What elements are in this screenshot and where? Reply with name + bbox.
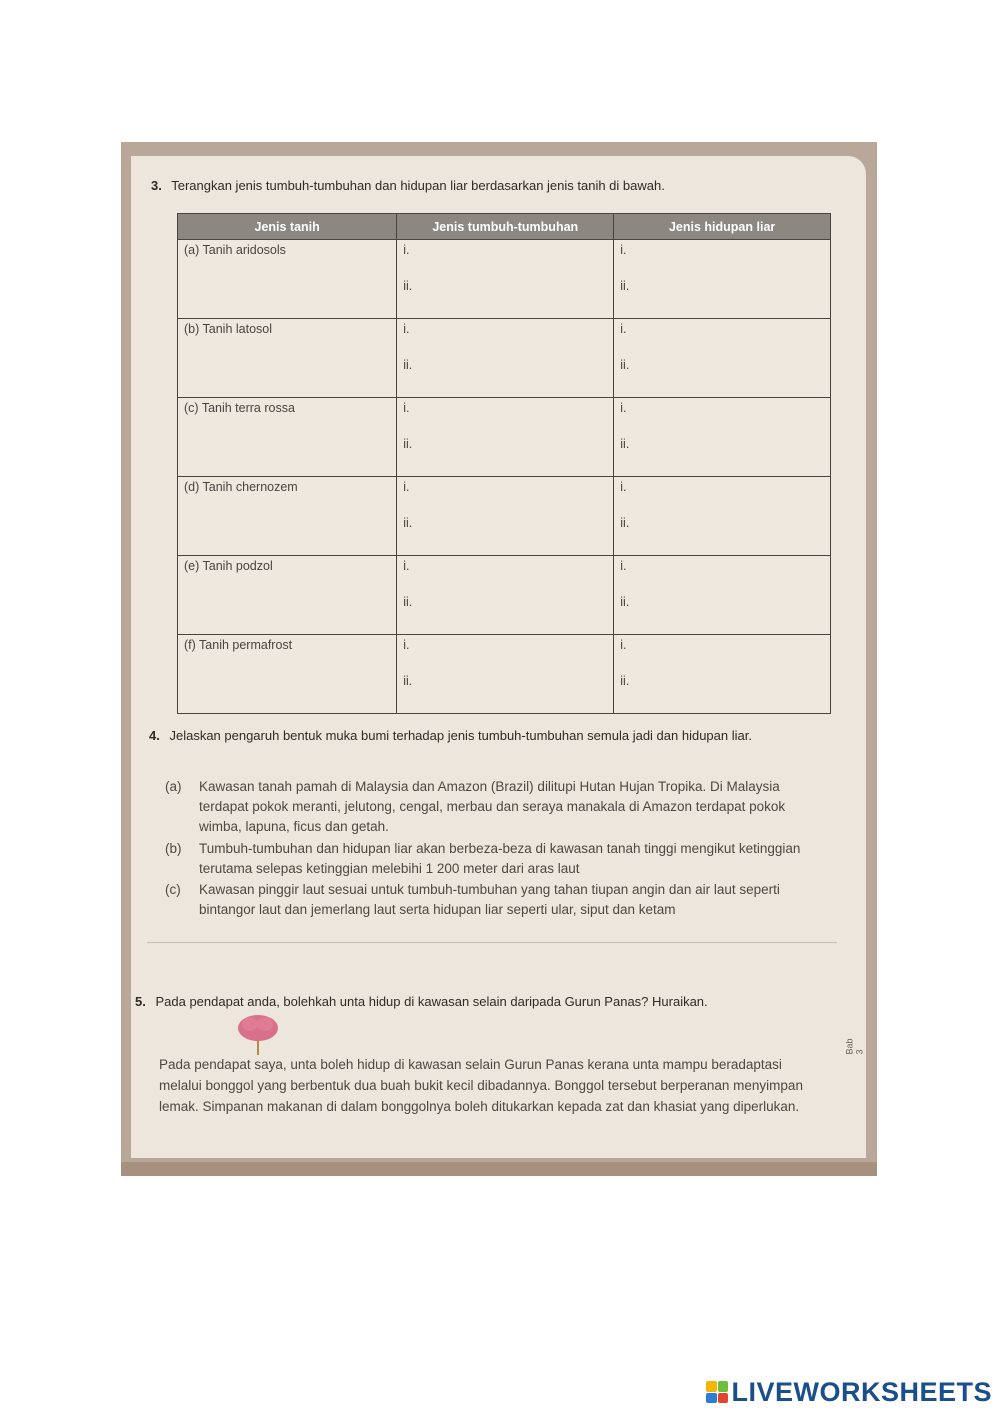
answer-line-label: ii. xyxy=(620,279,630,293)
liveworksheets-logo xyxy=(706,1377,992,1407)
header-plant-type: Jenis tumbuh-tumbuhan xyxy=(397,214,614,240)
answer-line-label: ii. xyxy=(620,358,630,372)
answer-line-label: i. xyxy=(403,243,410,257)
plant-answer-cell[interactable] xyxy=(397,556,614,635)
answer-line-label: i. xyxy=(403,322,410,336)
soil-type-cell xyxy=(178,556,397,635)
answer-4a xyxy=(165,777,825,837)
answer-4a-label: (a) xyxy=(165,779,182,794)
wildlife-answer-cell[interactable] xyxy=(614,556,831,635)
answer-line-label: ii. xyxy=(403,358,413,372)
question-5-answer[interactable]: Pada pendapat saya, unta boleh hidup di kawasan selain Gurun Panas kerana unta mampu beradaptasi melalui bonggol yang berbentuk dua buah bukit kecil dibadannya. Bonggol tersebut berperanan menyimpan lemak. Simpanan makanan di dalam bonggolnya boleh ditukarkan kepada zat dan khasiat yang diperlukan. xyxy=(159,1057,803,1114)
answer-line-label: i. xyxy=(620,559,627,573)
answer-4c-text: Kawasan pinggir laut sesuai untuk tumbuh-tumbuhan yang tahan tiupan angin dan air laut seperti bintangor laut dan jemerlang laut serta hidupan liar seperti ular, siput dan ketam xyxy=(199,882,780,917)
answer-line-label: i. xyxy=(403,480,410,494)
plant-answer-cell[interactable] xyxy=(397,398,614,477)
soil-type-cell xyxy=(178,240,397,319)
answer-4a-text: Kawasan tanah pamah di Malaysia dan Amazon (Brazil) dilitupi Hutan Hujan Tropika. Di Malaysia terdapat pokok meranti, jelutong, cengal, merbau dan seraya manakala di Amazon terdapat pokok wimba, lapuna, ficus dan getah. xyxy=(199,779,786,834)
answer-line-label: (e) Tanih podzol xyxy=(184,559,273,573)
soil-table-row xyxy=(178,398,831,477)
soil-type-cell xyxy=(178,477,397,556)
liveworksheets-icon xyxy=(706,1381,728,1403)
header-soil-type: Jenis tanih xyxy=(178,214,397,240)
answer-line-label: i. xyxy=(620,480,627,494)
answer-line-label: (d) Tanih chernozem xyxy=(184,480,298,494)
chapter-tab: Bab 3 xyxy=(844,1038,865,1055)
wildlife-answer-cell[interactable] xyxy=(614,477,831,556)
answer-line-label: ii. xyxy=(403,516,413,530)
question-3-text: Terangkan jenis tumbuh-tumbuhan dan hidupan liar berdasarkan jenis tanih di bawah. xyxy=(171,178,665,193)
wildlife-answer-cell[interactable] xyxy=(614,240,831,319)
answer-line-label: ii. xyxy=(403,279,413,293)
answer-4b xyxy=(165,839,825,879)
page-edge xyxy=(121,1162,877,1176)
flower-sticker-icon xyxy=(235,1012,281,1056)
soil-table-row xyxy=(178,556,831,635)
answer-4c xyxy=(165,880,825,920)
question-4-text: Jelaskan pengaruh bentuk muka bumi terhadap jenis tumbuh-tumbuhan semula jadi dan hidupan liar. xyxy=(169,728,752,743)
answer-line-label: i. xyxy=(403,638,410,652)
wildlife-answer-cell[interactable] xyxy=(614,319,831,398)
question-3-number: 3. xyxy=(151,178,162,193)
answer-line-label: i. xyxy=(620,401,627,415)
soil-table-row xyxy=(178,477,831,556)
answer-4b-text: Tumbuh-tumbuhan dan hidupan liar akan berbeza-beza di kawasan tanah tinggi mengikut ketinggian terutama selepas ketinggian melebihi 1 200 meter dari aras laut xyxy=(199,841,801,876)
answer-4c-label: (c) xyxy=(165,882,181,897)
plant-answer-cell[interactable] xyxy=(397,319,614,398)
answer-line-label: i. xyxy=(403,401,410,415)
answer-line-label: ii. xyxy=(620,516,630,530)
soil-type-cell xyxy=(178,319,397,398)
answer-line-label: ii. xyxy=(620,595,630,609)
question-4-number: 4. xyxy=(149,728,160,743)
answer-line-label: ii. xyxy=(403,437,413,451)
soil-table xyxy=(177,213,831,714)
soil-type-cell xyxy=(178,635,397,714)
answer-4b-label: (b) xyxy=(165,841,182,856)
plant-answer-cell[interactable] xyxy=(397,240,614,319)
textbook-page xyxy=(131,156,866,1158)
plant-answer-cell[interactable] xyxy=(397,477,614,556)
plant-answer-cell[interactable] xyxy=(397,635,614,714)
question-3 xyxy=(151,178,665,194)
answer-line-label: (b) Tanih latosol xyxy=(184,322,273,336)
answer-line-label: ii. xyxy=(403,674,413,688)
answer-line-label: ii. xyxy=(620,674,630,688)
question-4 xyxy=(149,728,869,744)
soil-table-row xyxy=(178,240,831,319)
answer-line-label: (f) Tanih permafrost xyxy=(184,638,293,652)
answer-line-label: ii. xyxy=(403,595,413,609)
answer-line-label: (a) Tanih aridosols xyxy=(184,243,286,257)
answer-line-label: i. xyxy=(620,243,627,257)
question-5-text: Pada pendapat anda, bolehkah unta hidup di kawasan selain daripada Gurun Panas? Huraikan. xyxy=(155,994,708,1009)
worksheet-photo xyxy=(121,142,877,1176)
header-wildlife-type: Jenis hidupan liar xyxy=(614,214,831,240)
answer-line-label: i. xyxy=(403,559,410,573)
answer-line-label: (c) Tanih terra rossa xyxy=(184,401,295,415)
soil-table-row xyxy=(178,635,831,714)
answer-line-label: i. xyxy=(620,638,627,652)
liveworksheets-wordmark: LIVEWORKSHEETS xyxy=(731,1376,992,1407)
soil-type-cell xyxy=(178,398,397,477)
question-4-answer-box[interactable] xyxy=(147,772,837,943)
answer-line-label: ii. xyxy=(620,437,630,451)
question-5 xyxy=(135,992,755,1011)
wildlife-answer-cell[interactable] xyxy=(614,398,831,477)
question-5-number: 5. xyxy=(135,994,146,1009)
wildlife-answer-cell[interactable] xyxy=(614,635,831,714)
soil-table-row xyxy=(178,319,831,398)
answer-line-label: i. xyxy=(620,322,627,336)
